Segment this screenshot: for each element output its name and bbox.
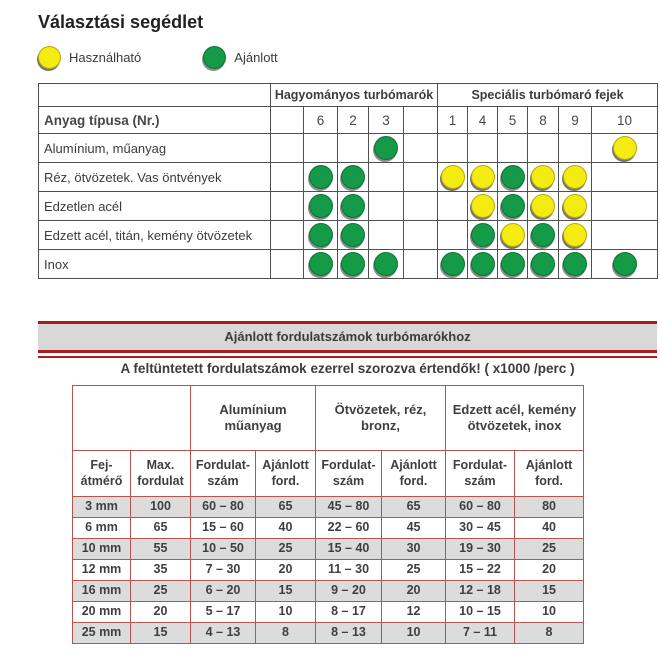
rating-cell-1 [438,163,468,192]
rating-cell-9 [559,221,592,250]
col-header-5: 5 [498,107,528,134]
recommended-dot-icon [501,252,525,276]
rating-cell-4 [468,134,498,163]
recommended-dot-icon [341,194,365,218]
spacer-cell [404,192,438,221]
rpm-value-cell: 55 [131,539,191,560]
rpm-column-header-row [73,451,584,497]
diameter-cell: 10 mm [73,539,131,560]
rating-cell-3 [369,163,404,192]
rating-cell-8 [528,192,559,221]
usable-dot-icon [563,194,587,218]
recommended-dot-icon [441,252,465,276]
rating-cell-6 [304,163,338,192]
rpm-value-cell: 25 [131,581,191,602]
rpm-value-cell: 8 – 13 [316,623,382,644]
rpm-banner: Ajánlott fordulatszámok turbómarókhoz [38,321,657,353]
recommended-dot-icon [471,252,495,276]
recommended-dot-icon [203,46,226,69]
spacer-cell [404,250,438,279]
col-header-recommended: Ajánlott ford. [382,451,446,497]
group-header-special: Speciális turbómaró fejek [438,84,658,107]
rpm-value-cell: 8 [256,623,316,644]
rpm-value-cell: 20 [382,581,446,602]
spacer-cell [271,107,304,134]
rating-cell-1 [438,250,468,279]
rating-cell-1 [438,134,468,163]
legend-usable-label: Használható [69,49,142,65]
recommended-dot-icon [341,252,365,276]
usable-dot-icon [38,46,61,69]
rpm-value-cell: 10 [256,602,316,623]
rpm-value-cell: 11 – 30 [316,560,382,581]
col-header-3: 3 [369,107,404,134]
col-header-6: 6 [304,107,338,134]
recommended-dot-icon [531,252,555,276]
rpm-group-hardened: Edzett acél, kemény ötvözetek, inox [446,386,584,451]
material-label: Inox [39,250,271,279]
recommended-dot-icon [471,223,495,247]
rpm-value-cell: 15 – 22 [446,560,515,581]
page-title: Választási segédlet [38,12,204,32]
recommended-dot-icon [563,252,587,276]
usable-dot-icon [531,165,555,189]
col-header-8: 8 [528,107,559,134]
material-type-header: Anyag típusa (Nr.) [39,107,271,134]
rpm-value-cell: 9 – 20 [316,581,382,602]
legend-recommended-label: Ajánlott [234,49,278,65]
rating-cell-2 [338,250,369,279]
recommended-dot-icon [341,165,365,189]
rpm-value-cell: 25 [382,560,446,581]
usable-dot-icon [441,165,465,189]
selection-table-body [39,134,658,279]
rpm-table [72,385,584,644]
col-header-9: 9 [559,107,592,134]
legend [38,44,278,70]
material-row [39,221,658,250]
rpm-value-cell: 65 [382,497,446,518]
rating-cell-8 [528,163,559,192]
material-label: Alumínium, műanyag [39,134,271,163]
material-row [39,250,658,279]
recommended-dot-icon [374,252,398,276]
rpm-value-cell: 19 – 30 [446,539,515,560]
corner-cell [39,84,271,107]
rating-cell-9 [559,134,592,163]
rating-cell-2 [338,221,369,250]
rating-cell-10 [592,250,658,279]
usable-dot-icon [563,165,587,189]
col-header-2: 2 [338,107,369,134]
corner-cell [73,386,191,451]
diameter-cell: 16 mm [73,581,131,602]
rpm-value-cell: 7 – 30 [191,560,256,581]
col-header-diameter: Fej-átmérő [73,451,131,497]
rpm-value-cell: 30 – 45 [446,518,515,539]
rpm-row [73,623,584,644]
rpm-value-cell: 40 [515,518,584,539]
usable-dot-icon [471,194,495,218]
rpm-value-cell: 7 – 11 [446,623,515,644]
rating-cell-5 [498,192,528,221]
rpm-table-body [73,497,584,644]
rating-cell-1 [438,192,468,221]
rating-cell-8 [528,134,559,163]
rating-cell-9 [559,250,592,279]
spacer-cell [271,192,304,221]
rpm-value-cell: 15 – 40 [316,539,382,560]
material-row [39,192,658,221]
banner-underline-rule [38,356,657,358]
rating-cell-10 [592,192,658,221]
rpm-row [73,602,584,623]
col-header-rpm-range: Fordulat-szám [446,451,515,497]
spacer-cell [271,221,304,250]
recommended-dot-icon [309,165,333,189]
rpm-value-cell: 20 [131,602,191,623]
spacer-cell [404,107,438,134]
rpm-value-cell: 45 – 80 [316,497,382,518]
rating-cell-5 [498,250,528,279]
rating-cell-2 [338,134,369,163]
number-header-row [39,107,658,134]
rpm-value-cell: 10 [515,602,584,623]
rating-cell-10 [592,163,658,192]
rpm-value-cell: 25 [256,539,316,560]
recommended-dot-icon [501,194,525,218]
diameter-cell: 12 mm [73,560,131,581]
col-header-4: 4 [468,107,498,134]
material-row [39,163,658,192]
rpm-value-cell: 30 [382,539,446,560]
usable-dot-icon [613,136,637,160]
rpm-value-cell: 4 – 13 [191,623,256,644]
rpm-value-cell: 35 [131,560,191,581]
usable-dot-icon [471,165,495,189]
diameter-cell: 6 mm [73,518,131,539]
rpm-value-cell: 25 [515,539,584,560]
rating-cell-6 [304,221,338,250]
rpm-value-cell: 8 – 17 [316,602,382,623]
rpm-value-cell: 15 [515,581,584,602]
col-header-1: 1 [438,107,468,134]
rpm-row [73,560,584,581]
rpm-group-header-row [73,386,584,451]
rating-cell-4 [468,192,498,221]
rating-cell-10 [592,134,658,163]
rpm-group-aluminium: Alumínium műanyag [191,386,316,451]
rating-cell-6 [304,192,338,221]
rating-cell-1 [438,221,468,250]
rpm-note: A feltüntetett fordulatszámok ezerrel szorozva értendők! ( x1000 /perc ) [120,361,575,376]
diameter-cell: 20 mm [73,602,131,623]
rpm-value-cell: 12 – 18 [446,581,515,602]
rpm-value-cell: 100 [131,497,191,518]
col-header-recommended: Ajánlott ford. [256,451,316,497]
rating-cell-3 [369,221,404,250]
rpm-value-cell: 80 [515,497,584,518]
recommended-dot-icon [309,194,333,218]
rating-cell-5 [498,134,528,163]
rpm-value-cell: 45 [382,518,446,539]
rpm-value-cell: 60 – 80 [191,497,256,518]
col-header-rpm-range: Fordulat-szám [316,451,382,497]
rating-cell-6 [304,134,338,163]
rating-cell-8 [528,221,559,250]
rpm-row [73,581,584,602]
rating-cell-10 [592,221,658,250]
rpm-value-cell: 40 [256,518,316,539]
rpm-value-cell: 20 [256,560,316,581]
col-header-recommended: Ajánlott ford. [515,451,584,497]
col-header-10: 10 [592,107,658,134]
col-header-max-rpm: Max. fordulat [131,451,191,497]
material-label: Réz, ötvözetek. Vas öntvények [39,163,271,192]
rpm-value-cell: 20 [515,560,584,581]
legend-item-recommended [203,46,277,69]
rating-cell-8 [528,250,559,279]
diameter-cell: 25 mm [73,623,131,644]
rating-cell-2 [338,163,369,192]
rating-cell-2 [338,192,369,221]
spacer-cell [404,134,438,163]
material-label: Edzetlen acél [39,192,271,221]
rpm-value-cell: 22 – 60 [316,518,382,539]
rpm-row [73,497,584,518]
rating-cell-5 [498,163,528,192]
recommended-dot-icon [501,165,525,189]
rating-cell-3 [369,250,404,279]
material-label: Edzett acél, titán, kemény ötvözetek [39,221,271,250]
spacer-cell [271,163,304,192]
spacer-cell [271,134,304,163]
rpm-value-cell: 65 [256,497,316,518]
rpm-value-cell: 5 – 17 [191,602,256,623]
rpm-value-cell: 6 – 20 [191,581,256,602]
selection-table [38,83,658,279]
usable-dot-icon [501,223,525,247]
usable-dot-icon [563,223,587,247]
rating-cell-6 [304,250,338,279]
group-header-row [39,84,658,107]
rating-cell-5 [498,221,528,250]
spacer-cell [404,221,438,250]
legend-item-usable [38,46,141,69]
diameter-cell: 3 mm [73,497,131,518]
rating-cell-4 [468,250,498,279]
recommended-dot-icon [309,252,333,276]
recommended-dot-icon [374,136,398,160]
rating-cell-4 [468,221,498,250]
recommended-dot-icon [531,223,555,247]
rpm-value-cell: 10 – 15 [446,602,515,623]
recommended-dot-icon [309,223,333,247]
rating-cell-4 [468,163,498,192]
group-header-conventional: Hagyományos turbómarók [271,84,438,107]
rpm-value-cell: 15 [131,623,191,644]
rpm-value-cell: 15 [256,581,316,602]
rpm-row [73,539,584,560]
col-header-rpm-range: Fordulat-szám [191,451,256,497]
recommended-dot-icon [613,252,637,276]
rpm-value-cell: 12 [382,602,446,623]
rating-cell-9 [559,192,592,221]
rpm-value-cell: 65 [131,518,191,539]
rpm-row [73,518,584,539]
rating-cell-3 [369,134,404,163]
rating-cell-3 [369,192,404,221]
rpm-value-cell: 60 – 80 [446,497,515,518]
recommended-dot-icon [341,223,365,247]
material-row [39,134,658,163]
rpm-value-cell: 10 – 50 [191,539,256,560]
usable-dot-icon [531,194,555,218]
rpm-value-cell: 8 [515,623,584,644]
spacer-cell [404,163,438,192]
rpm-value-cell: 10 [382,623,446,644]
rating-cell-9 [559,163,592,192]
rpm-group-alloys: Ötvözetek, réz, bronz, [316,386,446,451]
spacer-cell [271,250,304,279]
rpm-value-cell: 15 – 60 [191,518,256,539]
